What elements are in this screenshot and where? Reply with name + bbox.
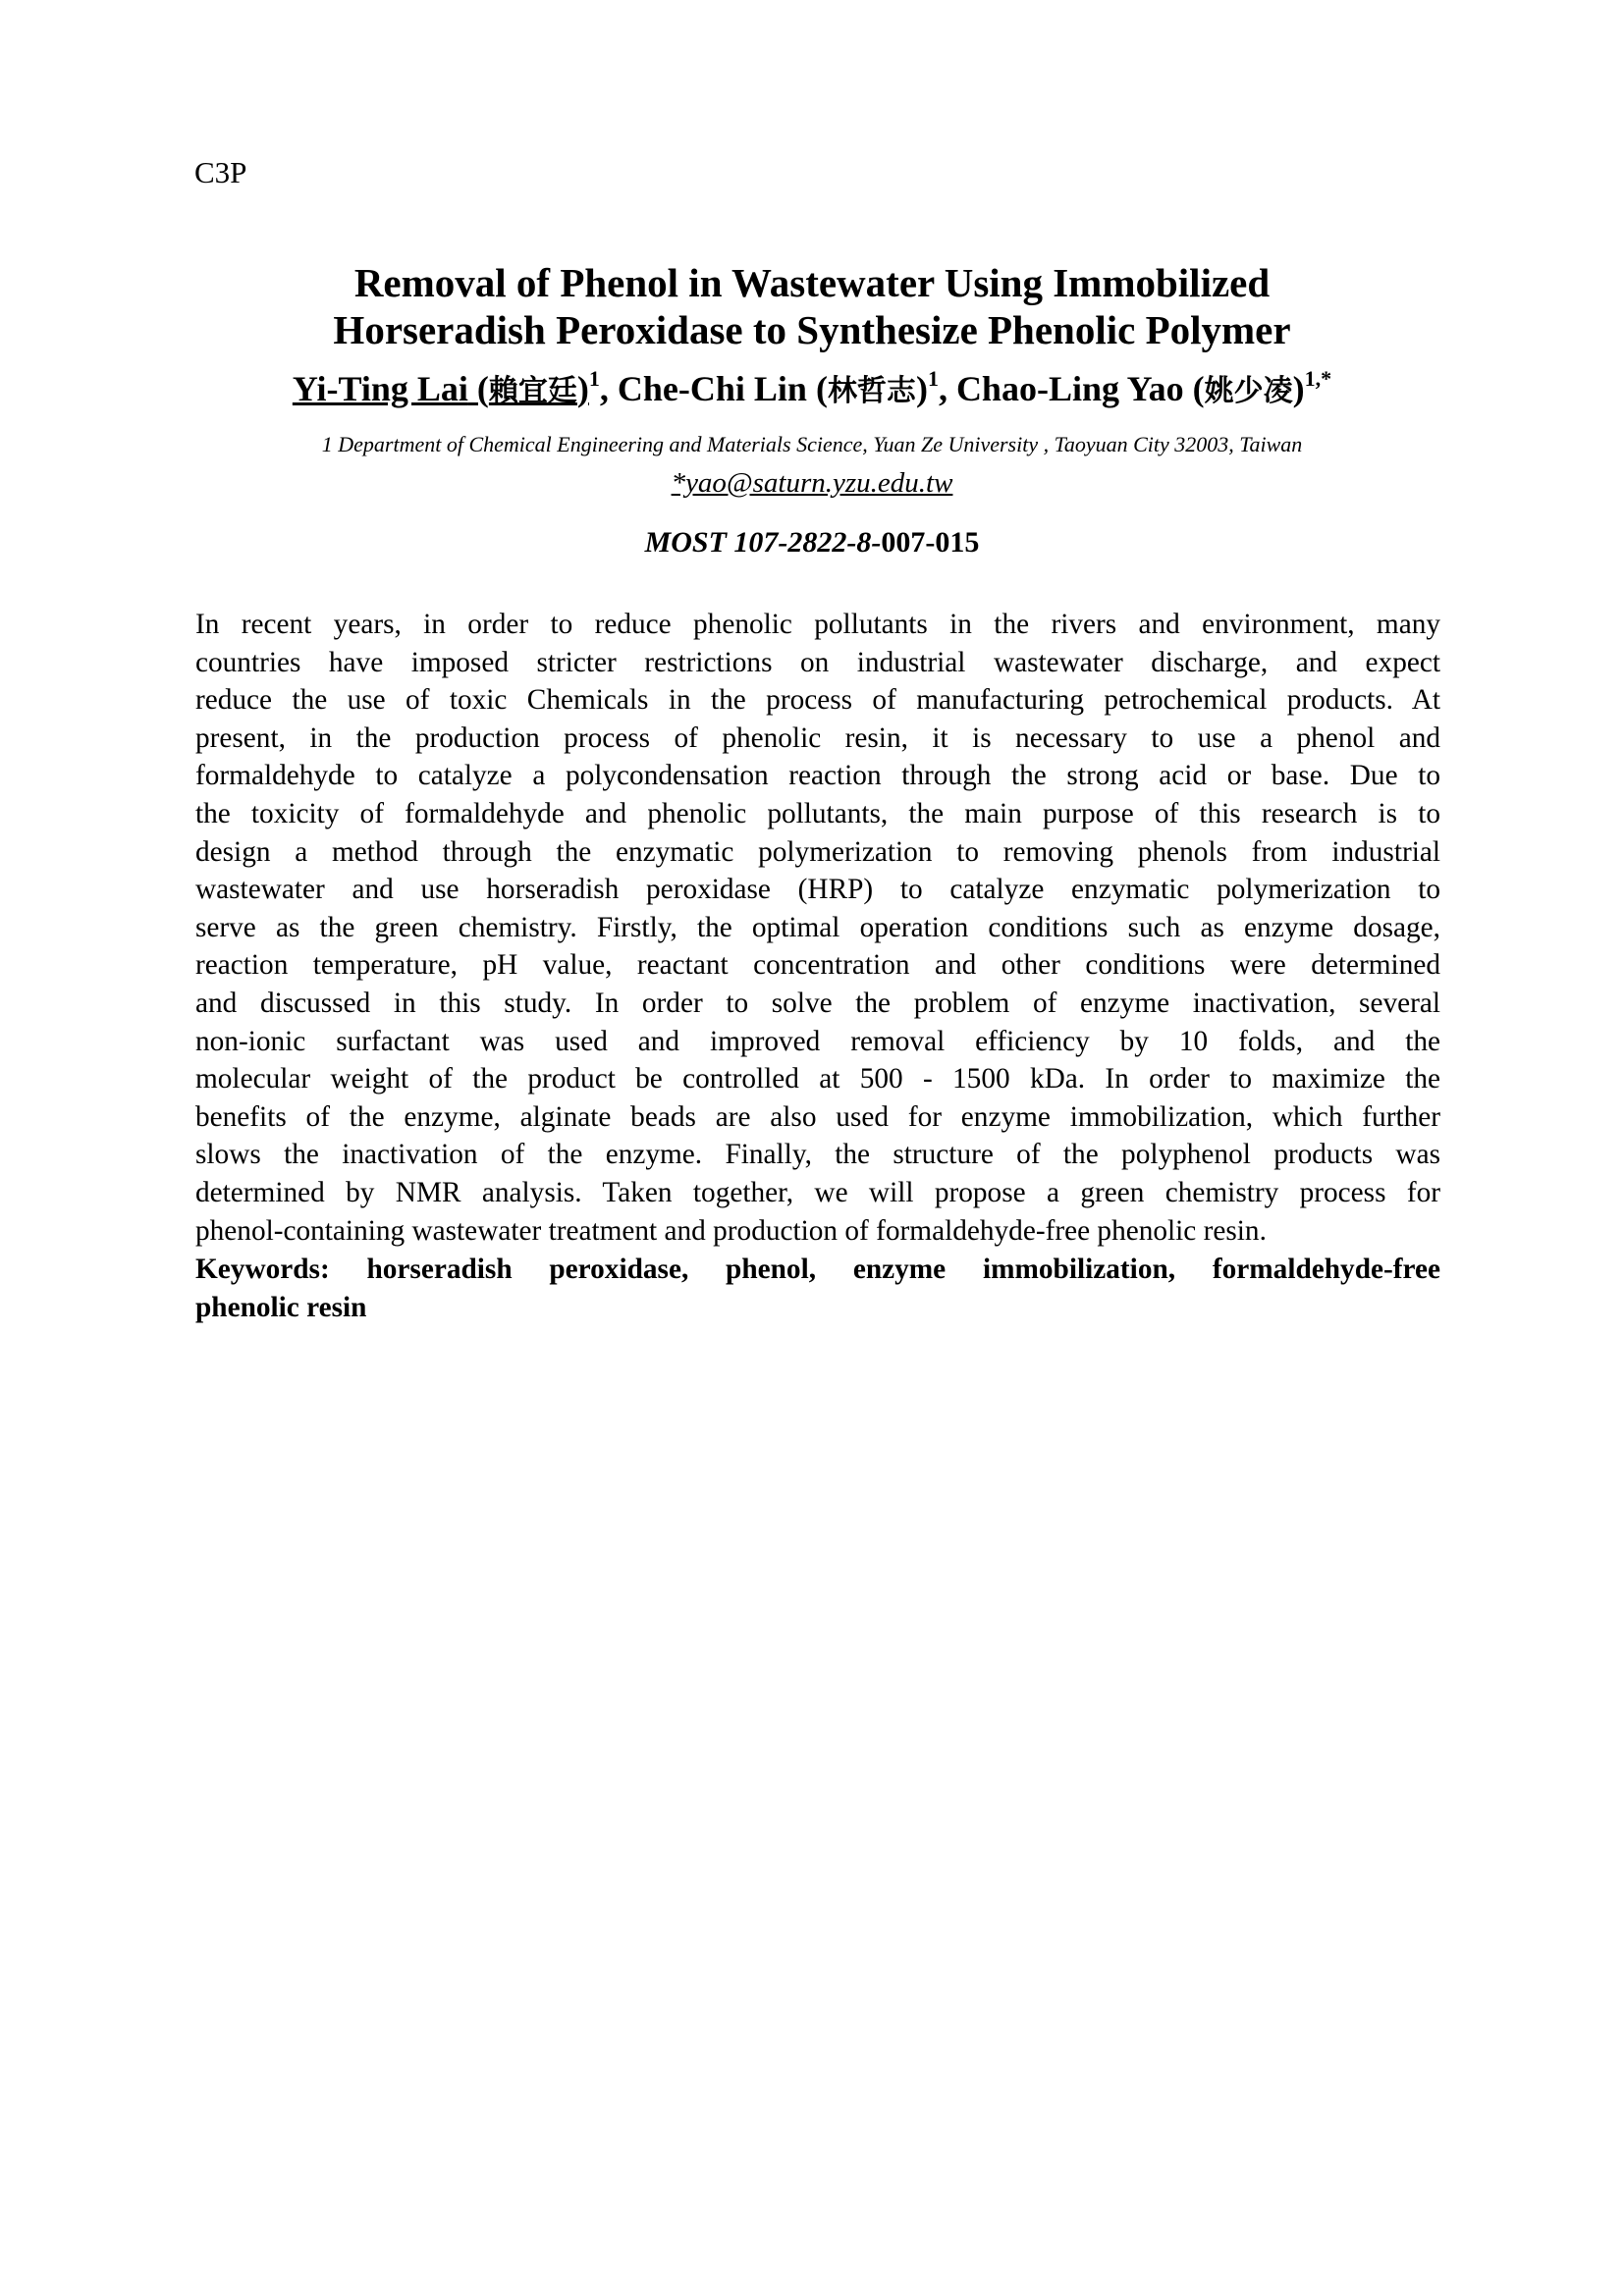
abstract-line: determined by NMR analysis. Taken together, we will propose a green chemistry process for xyxy=(195,1176,1440,1208)
author-name: Yi-Ting Lai xyxy=(292,369,468,408)
abstract-line: the toxicity of formaldehyde and phenolic pollutants, the main purpose of this research is to xyxy=(195,797,1440,829)
grant-number-plain: 007-015 xyxy=(881,526,980,559)
abstract-line: In recent years, in order to reduce phenolic pollutants in the rivers and environment, many xyxy=(195,609,1440,640)
abstract-line: serve as the green chemistry. Firstly, the optimal operation conditions such as enzyme dosage, xyxy=(195,911,1440,943)
author-cjk-name: 姚少凌 xyxy=(1204,374,1293,408)
affiliation: 1 Department of Chemical Engineering and Materials Science, Yuan Ze University , Taoyuan City 32003, Taiwan xyxy=(321,432,1303,456)
abstract-line: non-ionic surfactant was used and improved removal efficiency by 10 folds, and the xyxy=(195,1025,1440,1057)
author-name: Che-Chi Lin xyxy=(617,369,807,408)
abstract-body xyxy=(195,606,1440,1250)
abstract-line: countries have imposed stricter restrictions on industrial wastewater discharge, and expect xyxy=(195,646,1440,678)
abstract-line: benefits of the enzyme, alginate beads are also used for enzyme immobilization, which further xyxy=(195,1100,1440,1133)
author-affiliation-mark: 1 xyxy=(927,366,939,391)
author-affiliation-mark: 1,* xyxy=(1304,366,1332,391)
keywords-line: Keywords: horseradish peroxidase, phenol, enzyme immobilization, formaldehyde-free xyxy=(195,1254,1440,1285)
title-line-2: Horseradish Peroxidase to Synthesize Phenolic Polymer xyxy=(333,307,1291,352)
author-affiliation-mark: 1 xyxy=(588,366,600,391)
author-name: Chao-Ling Yao xyxy=(955,369,1184,408)
abstract-line: and discussed in this study. In order to solve the problem of enzyme inactivation, several xyxy=(195,987,1440,1019)
paper-title xyxy=(147,259,1477,353)
title-line-1: Removal of Phenol in Wastewater Using Immobilized xyxy=(353,260,1271,305)
keywords xyxy=(195,1251,1440,1326)
abstract-line: slows the inactivation of the enzyme. Finally, the structure of the polyphenol products was xyxy=(195,1139,1440,1171)
corresponding-email-link[interactable]: *yao@saturn.yzu.edu.tw xyxy=(671,467,953,499)
abstract-line: molecular weight of the product be controlled at 500 - 1500 kDa. In order to maximize the xyxy=(195,1063,1440,1095)
grant-number-italic: MOST 107-2822-8- xyxy=(644,526,882,559)
keywords-line: phenolic resin xyxy=(195,1291,367,1323)
session-code: C3P xyxy=(194,155,247,189)
author-cjk-name: 賴宜廷 xyxy=(488,374,577,408)
abstract-line: reaction temperature, pH value, reactant concentration and other conditions were determined xyxy=(195,949,1440,982)
abstract-line: design a method through the enzymatic polymerization to removing phenols from industrial xyxy=(195,835,1440,868)
author-list: Yi-Ting Lai (賴宜廷)$^1$, Che-Chi Lin (林哲志)$^1$, Chao-Ling Yao (姚少凌)$^{1,*}$ xyxy=(292,366,1332,408)
abstract-line: formaldehyde to catalyze a polycondensation reaction through the strong acid or base. Due to xyxy=(195,760,1440,792)
grant-number xyxy=(147,524,1477,561)
abstract-line: reduce the use of toxic Chemicals in the process of manufacturing petrochemical products. At xyxy=(195,684,1440,717)
abstract-line: present, in the production process of phenolic resin, it is necessary to use a phenol and xyxy=(195,721,1440,754)
abstract-line: phenol-containing wastewater treatment and production of formaldehyde-free phenolic resin. xyxy=(195,1214,1267,1247)
presenting-author: Yi-Ting Lai (賴宜廷) xyxy=(292,369,589,408)
author-cjk-name: 林哲志 xyxy=(827,374,916,408)
abstract-line: wastewater and use horseradish peroxidase (HRP) to catalyze enzymatic polymerization to xyxy=(195,874,1440,906)
